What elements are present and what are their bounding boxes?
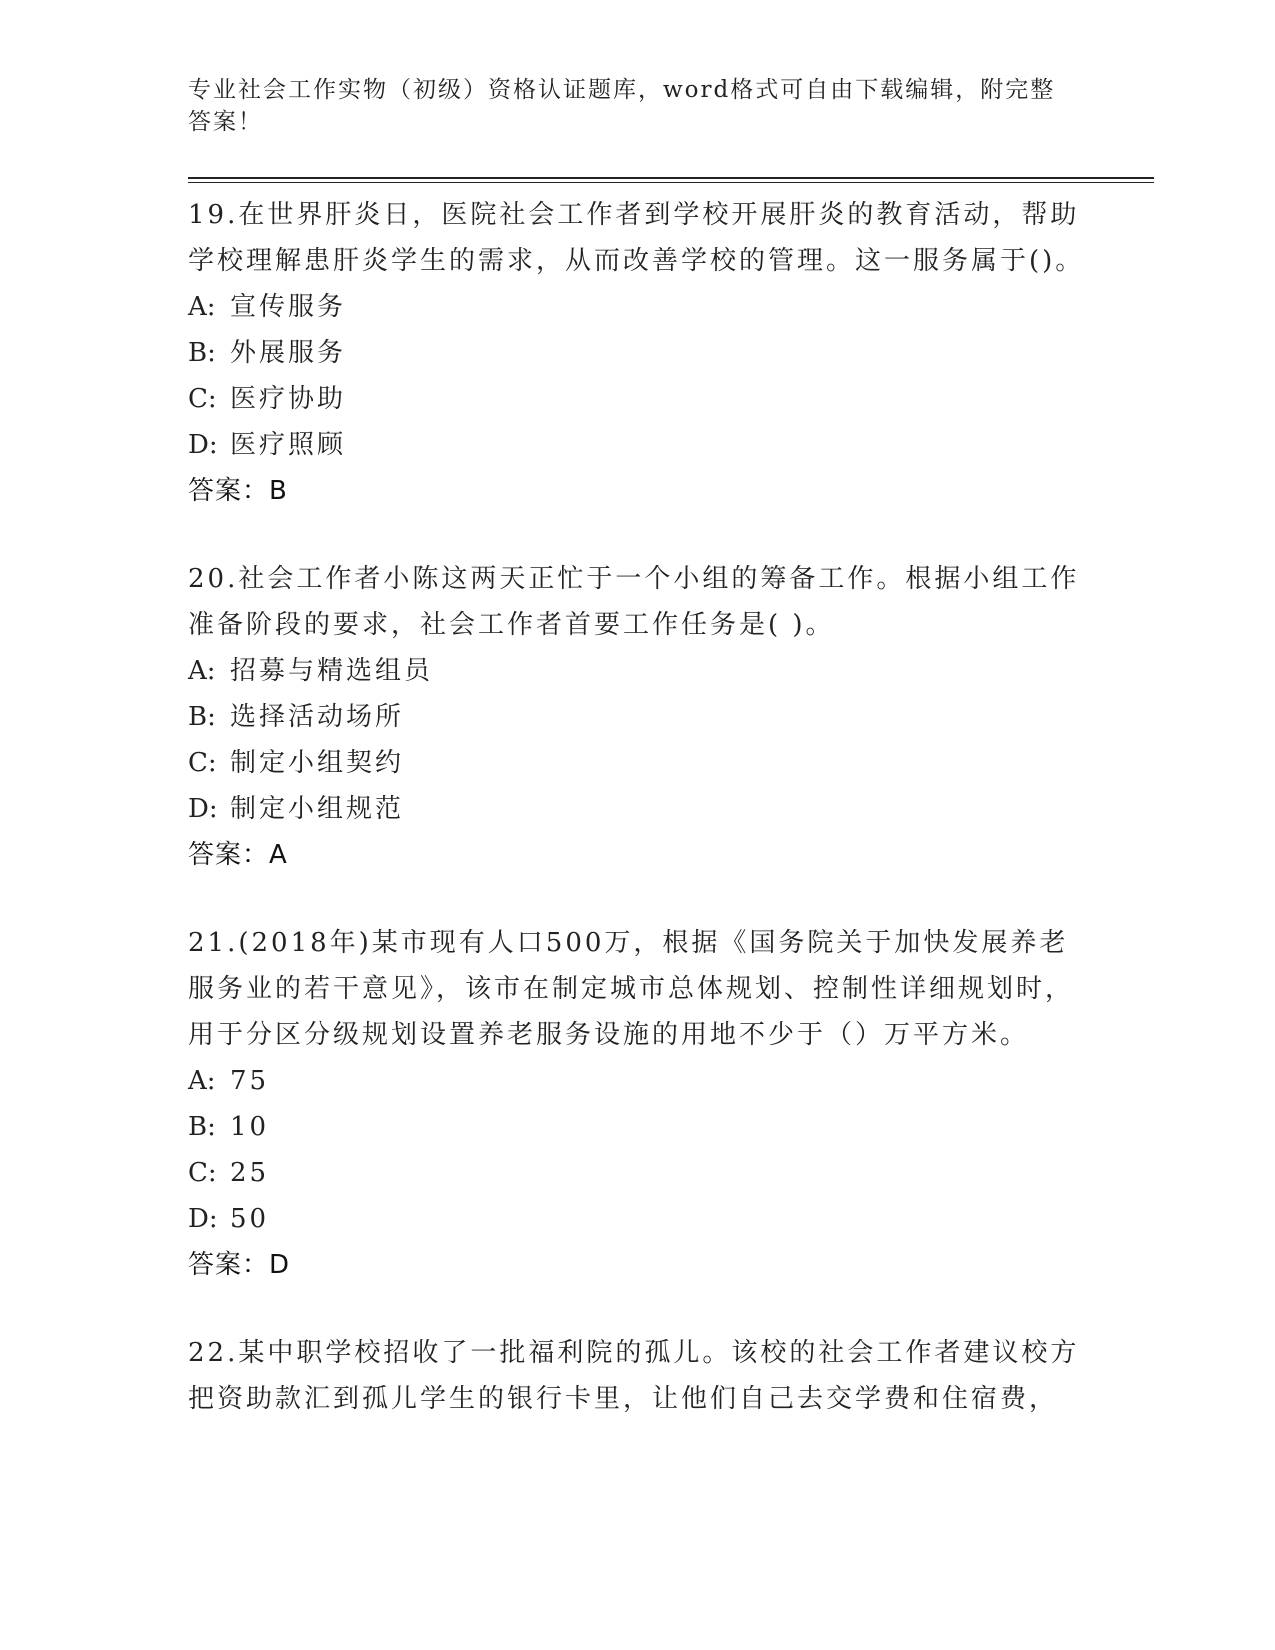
option-letter: A:: [188, 656, 216, 686]
question-text: 19.在世界肝炎日，医院社会工作者到学校开展肝炎的教育活动，帮助学校理解患肝炎学生的需求，从而改善学校的管理。这一服务属于()。: [188, 200, 1085, 276]
option-text: 医疗照顾: [230, 430, 347, 460]
answer-line: 答案：B: [188, 476, 288, 506]
option-text: 50: [230, 1204, 270, 1234]
option-text: 医疗协助: [230, 384, 347, 414]
option-b: [188, 330, 1088, 376]
option-c: [188, 740, 1088, 786]
answer-line: 答案：D: [188, 1250, 291, 1280]
question-text: 22.某中职学校招收了一批福利院的孤儿。该校的社会工作者建议校方把资助款汇到孤儿学生的银行卡里，让他们自己去交学费和住宿费，: [188, 1338, 1080, 1414]
question-19: [188, 192, 1088, 514]
option-letter: C:: [188, 748, 217, 778]
option-letter: B:: [188, 702, 216, 732]
option-c: [188, 1150, 1088, 1196]
option-text: 宣传服务: [230, 292, 347, 322]
option-text: 选择活动场所: [230, 702, 405, 732]
option-letter: C:: [188, 1158, 217, 1188]
header-divider-thin: [188, 182, 1154, 183]
option-a: [188, 648, 1088, 694]
option-letter: B:: [188, 1112, 216, 1142]
option-d: [188, 786, 1088, 832]
option-letter: A:: [188, 292, 216, 322]
option-text: 75: [230, 1066, 270, 1096]
answer-line: 答案：A: [188, 840, 288, 870]
option-letter: D:: [188, 1204, 218, 1234]
option-text: 招募与精选组员: [230, 656, 434, 686]
question-text: 20.社会工作者小陈这两天正忙于一个小组的筹备工作。根据小组工作准备阶段的要求，社会工作者首要工作任务是( )。: [188, 564, 1080, 640]
document-header: 专业社会工作实物（初级）资格认证题库，word格式可自由下载编辑，附完整答案！: [188, 77, 1056, 135]
question-22: [188, 1330, 1088, 1422]
option-letter: A:: [188, 1066, 216, 1096]
option-letter: C:: [188, 384, 217, 414]
option-letter: D:: [188, 430, 218, 460]
option-text: 外展服务: [230, 338, 347, 368]
option-b: [188, 1104, 1088, 1150]
option-b: [188, 694, 1088, 740]
option-letter: B:: [188, 338, 216, 368]
option-a: [188, 1058, 1088, 1104]
question-text: 21.(2018年)某市现有人口500万，根据《国务院关于加快发展养老服务业的若干意见》，该市在制定城市总体规划、控制性详细规划时，用于分区分级规划设置养老服务设施的用地不少于（）万平方米。: [188, 928, 1075, 1050]
option-letter: D:: [188, 794, 218, 824]
option-d: [188, 422, 1088, 468]
question-list: [188, 192, 1088, 1464]
option-text: 制定小组契约: [230, 748, 405, 778]
question-20: [188, 556, 1088, 878]
option-text: 25: [230, 1158, 270, 1188]
option-text: 制定小组规范: [230, 794, 405, 824]
option-d: [188, 1196, 1088, 1242]
option-a: [188, 284, 1088, 330]
header-divider-thick: [188, 177, 1154, 179]
question-21: [188, 920, 1088, 1288]
option-c: [188, 376, 1088, 422]
option-text: 10: [230, 1112, 270, 1142]
